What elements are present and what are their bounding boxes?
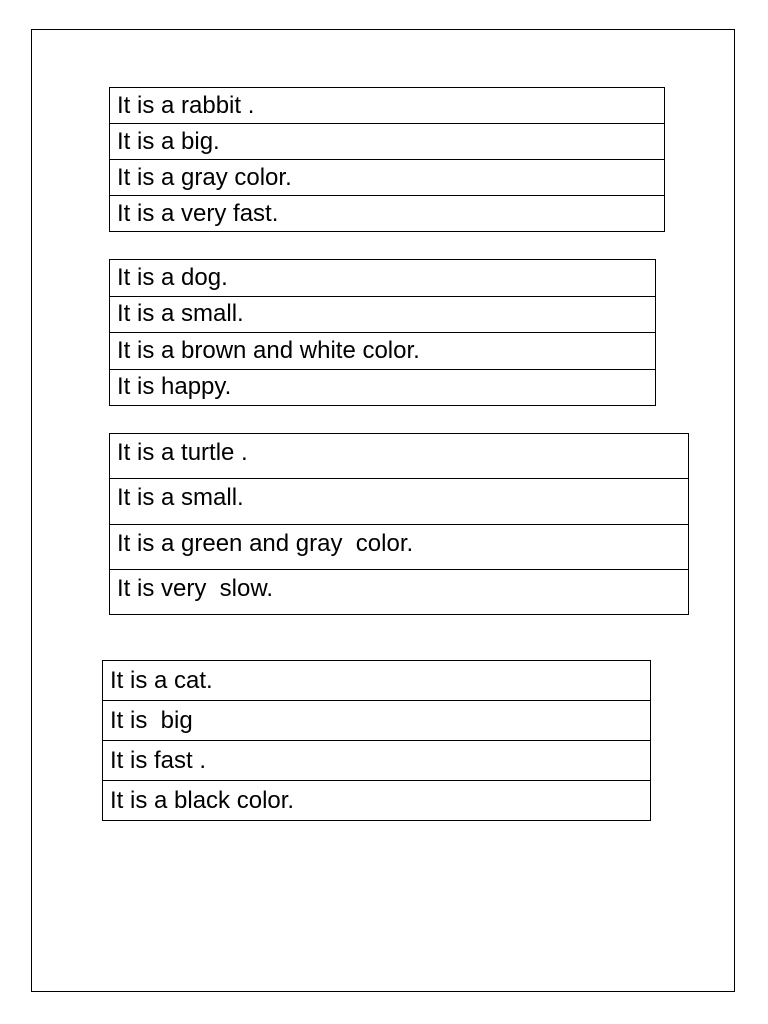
table-row [110,479,689,524]
table-cell: It is a small. [110,296,656,333]
table-row [103,741,651,781]
table-row [110,569,689,614]
table-row [103,661,651,701]
table-cell: It is a gray color. [110,160,665,196]
table-row [110,296,656,333]
table-row [110,369,656,406]
table-row [110,260,656,297]
table-cell: It is a rabbit . [110,88,665,124]
dog-description-table [109,259,656,406]
table-cell: It is a small. [110,479,689,524]
table-cell: It is a dog. [110,260,656,297]
table-row [110,333,656,370]
table-cell: It is a brown and white color. [110,333,656,370]
table-row [110,434,689,479]
table-row [110,88,665,124]
table-cell: It is a green and gray color. [110,524,689,569]
table-cell: It is big [103,701,651,741]
rabbit-description-table [109,87,665,232]
table-row [110,124,665,160]
cat-description-table [102,660,651,821]
turtle-description-table [109,433,689,615]
table-row [110,196,665,232]
table-cell: It is a cat. [103,661,651,701]
table-cell: It is fast . [103,741,651,781]
table-row [103,781,651,821]
table-cell: It is a big. [110,124,665,160]
table-row [110,524,689,569]
table-row [103,701,651,741]
table-cell: It is happy. [110,369,656,406]
table-cell: It is a turtle . [110,434,689,479]
table-cell: It is a black color. [103,781,651,821]
table-cell: It is a very fast. [110,196,665,232]
table-cell: It is very slow. [110,569,689,614]
table-row [110,160,665,196]
